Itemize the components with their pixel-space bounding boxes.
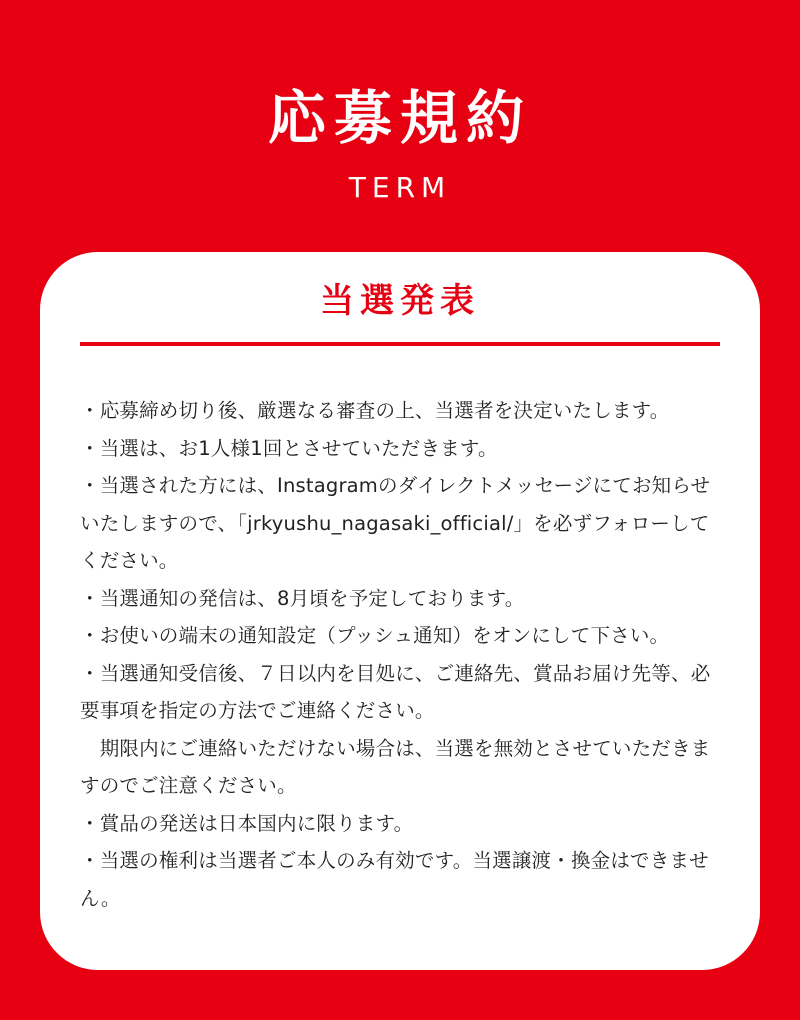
terms-item: ・賞品の発送は日本国内に限ります。	[80, 811, 414, 835]
section-divider	[80, 342, 720, 346]
page-subtitle: TERM	[348, 171, 452, 204]
terms-item: ・当選された方には、Instagramのダイレクトメッセージにてお知らせいたしますので、「jrkyushu_nagasaki_official/」を必ずフォローしてください。	[80, 474, 711, 572]
terms-item: ・当選は、お1人様1回とさせていただきます。	[80, 436, 498, 460]
page-header	[0, 0, 800, 250]
terms-card	[40, 252, 760, 970]
terms-list	[80, 392, 720, 917]
terms-item: ・当選通知受信後、７日以内を目処に、ご連絡先、賞品お届け先等、必要事項を指定の方法でご連絡ください。	[80, 661, 711, 722]
section-heading: 当選発表	[320, 281, 480, 321]
terms-item: ・応募締め切り後、厳選なる審査の上、当選者を決定いたします。	[80, 399, 670, 422]
page-title: 応募規約	[267, 84, 532, 152]
terms-item: 期限内にご連絡いただけない場合は、当選を無効とさせていただきますのでご注意ください。	[80, 736, 711, 797]
terms-item: ・当選通知の発信は、8月頃を予定しております。	[80, 586, 525, 610]
terms-item: ・当選の権利は当選者ご本人のみ有効です。当選譲渡・換金はできません。	[80, 849, 709, 910]
terms-item: ・お使いの端末の通知設定（プッシュ通知）をオンにして下さい。	[80, 624, 670, 647]
